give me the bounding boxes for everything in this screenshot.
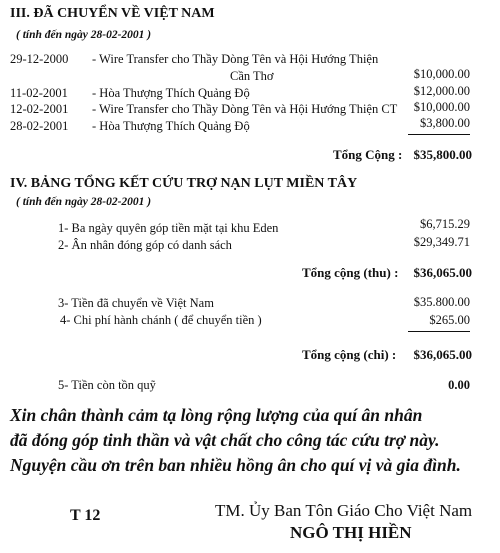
balance-value: 0.00 [448, 378, 470, 392]
expense-item1-label: 3- Tiền đã chuyển về Việt Nam [58, 296, 214, 310]
section4-subtitle: ( tính đến ngày 28-02-2001 ) [16, 196, 152, 208]
section3-row1-desc: - Wire Transfer cho Thầy Dòng Tên và Hội Hướng Thiện [92, 52, 379, 66]
section3-total-label: Tổng Cộng : [333, 147, 403, 162]
section3-row2-date: 11-02-2001 [10, 86, 68, 100]
balance-label: 5- Tiền còn tồn quỹ [58, 378, 156, 392]
section3-row4-amount: $3,800.00 [420, 116, 470, 130]
section3-row1-desc-cont: Cần Thơ [230, 69, 274, 83]
expense-total-value: $36,065.00 [413, 347, 472, 362]
section3-row4-date: 28-02-2001 [10, 119, 69, 133]
income-item1-label: 1- Ba ngày quyên góp tiền mặt tại khu Eden [58, 221, 279, 235]
section3-row2-desc: - Hòa Thượng Thích Quảng Độ [92, 86, 250, 100]
section3-row3-desc: - Wire Transfer cho Thầy Dòng Tên và Hội Hướng Thiện CT [92, 102, 398, 116]
closing-line-2: đã đóng góp tinh thần và vật chất cho công tác cứu trợ này. [10, 430, 440, 450]
closing-line-3: Nguyện cầu ơn trên ban nhiều hồng ân cho quí vị và gia đình. [10, 455, 461, 475]
section4-title: IV. BẢNG TỔNG KẾT CỨU TRỢ NẠN LỤT MIỀN TÂY [10, 176, 358, 191]
section3-row1-amount: $10,000.00 [413, 67, 470, 81]
income-item1-amount: $6,715.29 [420, 217, 470, 231]
section3-title: III. ĐÃ CHUYỂN VỀ VIỆT NAM [10, 6, 215, 21]
signer-name: NGÔ THỊ HIỀN [290, 523, 412, 542]
section3-row4-desc: - Hòa Thượng Thích Quảng Độ [92, 119, 250, 133]
income-item2-label: 2- Ân nhân đóng góp có danh sách [58, 238, 232, 252]
expense-item2-amount: $265.00 [429, 313, 470, 327]
expense-sum-rule [408, 331, 470, 332]
expense-item2-label: 4- Chi phí hành chánh ( để chuyển tiền ) [60, 313, 262, 327]
expense-total-label: Tổng cộng (chi) : [302, 347, 397, 362]
page-number: T 12 [70, 507, 101, 524]
signature-organization: TM. Ủy Ban Tôn Giáo Cho Việt Nam [215, 501, 473, 520]
section3-row3-amount: $10,000.00 [413, 100, 470, 114]
section3-sum-rule [408, 134, 470, 135]
section3-total-value: $35,800.00 [413, 147, 472, 162]
section3-row1-date: 29-12-2000 [10, 52, 69, 66]
section3-row3-date: 12-02-2001 [10, 102, 69, 116]
section3-row2-amount: $12,000.00 [413, 84, 470, 98]
income-total-label: Tổng cộng (thu) : [302, 265, 399, 280]
section3-subtitle: ( tính đến ngày 28-02-2001 ) [16, 29, 152, 41]
expense-item1-amount: $35.800.00 [413, 295, 470, 309]
income-total-value: $36,065.00 [413, 265, 472, 280]
income-item2-amount: $29,349.71 [413, 235, 470, 249]
closing-line-1: Xin chân thành cảm tạ lòng rộng lượng của quí ân nhân [10, 405, 423, 425]
